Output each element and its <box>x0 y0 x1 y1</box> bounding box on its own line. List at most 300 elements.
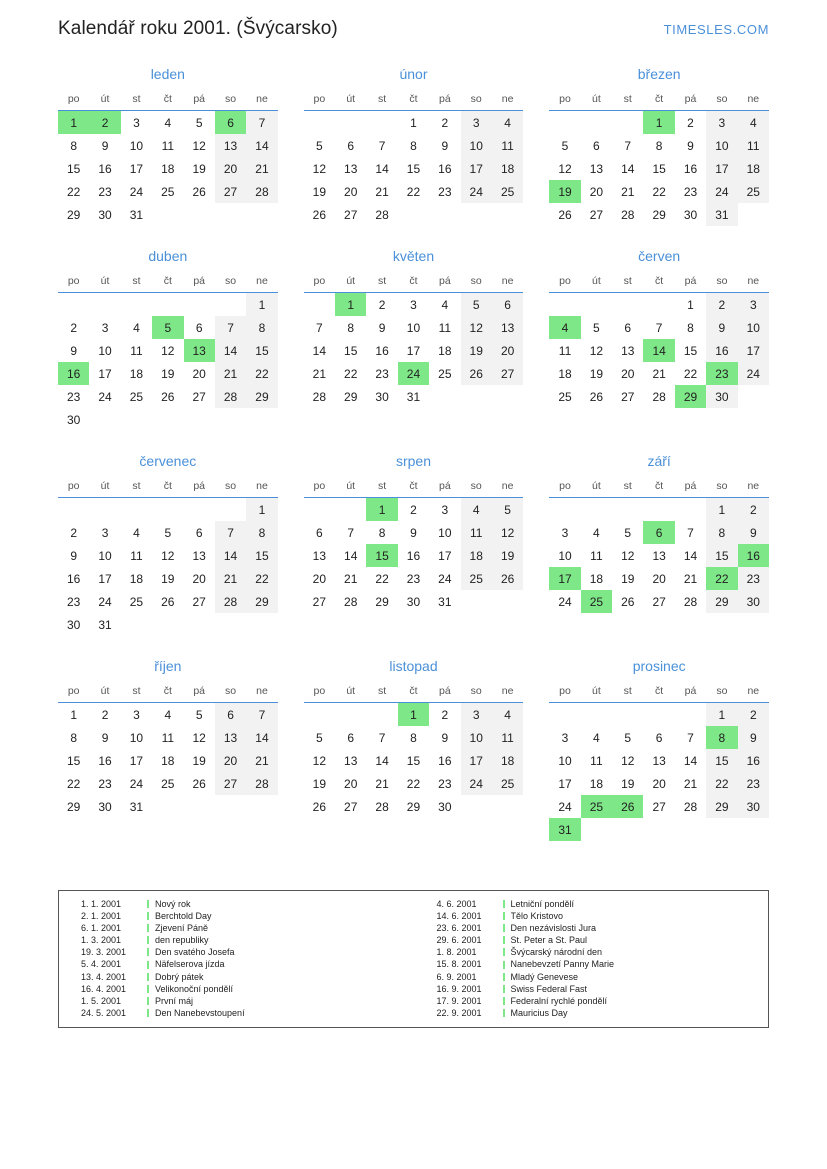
day-cell: 12 <box>621 753 635 768</box>
holiday-color-swatch <box>503 936 505 944</box>
empty-day-cell <box>612 703 643 727</box>
day-cell: 11 <box>161 730 175 745</box>
day-cell: 14 <box>375 161 389 176</box>
legend-date: 4. 6. 2001 <box>436 899 477 909</box>
week-row <box>304 567 524 590</box>
day-cell: 24 <box>98 389 112 404</box>
weekday-header: po <box>549 90 580 111</box>
empty-day-cell <box>152 203 183 226</box>
year-grid <box>58 66 769 841</box>
holiday-color-swatch <box>503 961 505 969</box>
day-cell: 12 <box>192 730 206 745</box>
day-cell: 20 <box>344 776 358 791</box>
day-cell: 22 <box>67 184 81 199</box>
legend-holiday-name: Den nezávislosti Jura <box>510 923 597 934</box>
day-cell: 11 <box>438 320 452 335</box>
legend-date: 6. 9. 2001 <box>436 971 477 982</box>
holiday-color-swatch <box>503 973 505 981</box>
day-cell: 20 <box>652 776 666 791</box>
day-cell-holiday: 5 <box>152 316 183 339</box>
holiday-color-swatch <box>147 912 149 920</box>
week-row <box>304 544 524 567</box>
day-cell: 29 <box>67 207 81 222</box>
day-cell: 1 <box>410 115 417 130</box>
day-cell: 1 <box>706 498 737 522</box>
day-cell: 1 <box>246 293 277 317</box>
legend-holiday-name: Berchtold Day <box>155 911 212 922</box>
day-cell: 10 <box>461 726 492 749</box>
week-row <box>304 362 524 385</box>
day-cell: 15 <box>67 161 81 176</box>
legend-holiday-name: Letniční pondělí <box>510 899 575 909</box>
day-cell: 15 <box>706 544 737 567</box>
day-cell: 3 <box>410 297 417 312</box>
day-cell: 14 <box>215 544 246 567</box>
month-table <box>58 90 278 226</box>
day-cell: 14 <box>215 339 246 362</box>
month-name: září <box>647 453 671 469</box>
legend-date: 5. 4. 2001 <box>81 959 122 970</box>
empty-day-cell <box>89 293 120 317</box>
month-block <box>304 248 524 431</box>
empty-day-cell <box>461 385 492 408</box>
day-cell: 22 <box>344 366 358 381</box>
day-cell: 6 <box>347 138 355 153</box>
day-cell: 1 <box>687 297 694 312</box>
day-cell: 10 <box>98 548 112 563</box>
empty-day-cell <box>246 203 277 226</box>
week-row <box>304 134 524 157</box>
day-cell: 22 <box>246 362 277 385</box>
month-block <box>58 658 278 841</box>
legend-date: 1. 8. 2001 <box>436 947 477 958</box>
week-row <box>58 316 278 339</box>
day-cell: 20 <box>344 184 358 199</box>
legend-holiday-name: Den Nanebevstoupení <box>155 1007 245 1018</box>
empty-day-cell <box>121 498 152 522</box>
day-cell: 7 <box>246 703 277 727</box>
day-cell: 9 <box>101 138 109 153</box>
legend-row <box>425 934 759 946</box>
holiday-color-swatch <box>503 900 505 908</box>
week-row <box>58 772 278 795</box>
day-cell: 13 <box>344 161 358 176</box>
legend-row <box>425 1007 759 1019</box>
legend-row <box>69 934 403 946</box>
week-row <box>549 157 769 180</box>
empty-day-cell <box>215 498 246 522</box>
day-cell: 25 <box>129 389 144 404</box>
empty-day-cell <box>366 703 397 727</box>
day-cell: 10 <box>461 134 492 157</box>
day-cell: 10 <box>129 730 144 745</box>
day-cell: 16 <box>706 339 737 362</box>
day-cell: 13 <box>192 548 206 563</box>
weekday-header: pá <box>429 682 460 703</box>
empty-day-cell <box>335 111 366 135</box>
empty-day-cell <box>121 613 152 636</box>
empty-day-cell <box>184 613 215 636</box>
empty-day-cell <box>152 498 183 522</box>
day-cell-holiday: 6 <box>215 111 246 135</box>
day-cell: 6 <box>593 138 600 153</box>
week-row <box>58 726 278 749</box>
legend-column-left <box>69 898 403 1019</box>
day-cell: 19 <box>492 544 523 567</box>
day-cell: 8 <box>70 138 78 153</box>
day-cell: 14 <box>683 753 698 768</box>
day-cell: 11 <box>492 134 523 157</box>
day-cell: 31 <box>129 799 144 814</box>
empty-day-cell <box>738 203 769 226</box>
weekday-header: čt <box>398 90 429 111</box>
day-cell: 23 <box>683 184 698 199</box>
week-row <box>58 134 278 157</box>
day-cell: 25 <box>461 567 492 590</box>
day-cell: 11 <box>492 726 523 749</box>
day-cell: 3 <box>561 525 569 540</box>
week-row <box>58 293 278 317</box>
day-cell: 7 <box>624 138 632 153</box>
empty-day-cell <box>461 590 492 613</box>
day-cell: 28 <box>246 180 277 203</box>
day-cell: 15 <box>406 753 421 768</box>
day-cell: 3 <box>561 730 569 745</box>
day-cell: 17 <box>706 157 737 180</box>
day-cell: 7 <box>246 111 277 135</box>
weekday-header: út <box>335 90 366 111</box>
empty-day-cell <box>549 498 580 522</box>
day-cell: 6 <box>195 320 203 335</box>
day-cell: 30 <box>438 799 452 814</box>
empty-day-cell <box>304 111 335 135</box>
legend-row <box>69 910 403 922</box>
weekday-header: čt <box>643 682 674 703</box>
day-cell: 18 <box>589 571 604 586</box>
day-cell: 18 <box>461 544 492 567</box>
legend-date: 29. 6. 2001 <box>436 935 482 946</box>
day-cell-holiday: 17 <box>549 567 580 590</box>
day-cell: 30 <box>67 617 81 632</box>
day-cell: 19 <box>192 161 206 176</box>
day-cell: 25 <box>492 180 523 203</box>
day-cell-holiday: 1 <box>398 703 429 727</box>
day-cell: 24 <box>461 180 492 203</box>
week-row <box>304 726 524 749</box>
day-cell: 5 <box>624 730 632 745</box>
legend-date: 6. 1. 2001 <box>81 923 122 934</box>
day-cell: 21 <box>215 567 246 590</box>
week-row <box>549 134 769 157</box>
day-cell: 20 <box>589 184 604 199</box>
day-cell-holiday: 26 <box>612 795 643 818</box>
day-cell: 2 <box>101 707 109 722</box>
day-cell-holiday: 8 <box>706 726 737 749</box>
day-cell: 1 <box>70 707 78 722</box>
day-cell: 6 <box>347 730 355 745</box>
day-cell: 8 <box>70 730 78 745</box>
day-cell: 23 <box>67 594 81 609</box>
week-row <box>549 567 769 590</box>
weekday-header: pá <box>184 682 215 703</box>
day-cell: 26 <box>312 207 327 222</box>
day-cell: 12 <box>312 753 327 768</box>
empty-day-cell <box>152 408 183 431</box>
empty-day-cell <box>492 203 523 226</box>
day-cell: 14 <box>621 161 635 176</box>
day-cell: 14 <box>246 726 277 749</box>
weekday-header: út <box>335 682 366 703</box>
legend-date: 14. 6. 2001 <box>436 911 482 922</box>
day-cell: 15 <box>246 339 277 362</box>
weekday-header: út <box>335 272 366 293</box>
day-cell: 9 <box>378 320 386 335</box>
day-cell: 21 <box>375 184 389 199</box>
day-cell: 19 <box>192 753 206 768</box>
weekday-header-row <box>304 477 524 498</box>
day-cell: 3 <box>706 111 737 135</box>
day-cell: 20 <box>652 571 666 586</box>
day-cell: 8 <box>246 316 277 339</box>
week-row <box>304 339 524 362</box>
empty-day-cell <box>549 111 580 135</box>
day-cell: 13 <box>215 134 246 157</box>
day-cell: 4 <box>164 115 172 130</box>
day-cell: 14 <box>375 753 389 768</box>
day-cell: 9 <box>738 521 769 544</box>
day-cell: 28 <box>312 389 327 404</box>
weekday-header: út <box>581 90 612 111</box>
weekday-header-row <box>304 272 524 293</box>
week-row <box>549 293 769 317</box>
week-row <box>549 180 769 203</box>
day-cell: 11 <box>738 134 769 157</box>
legend-row <box>69 922 403 934</box>
day-cell: 24 <box>738 362 769 385</box>
legend-date: 1. 3. 2001 <box>81 935 122 946</box>
holiday-color-swatch <box>147 985 149 993</box>
day-cell: 21 <box>246 749 277 772</box>
weekday-header: ne <box>492 682 523 703</box>
day-cell: 14 <box>344 548 358 563</box>
day-cell-holiday: 16 <box>58 362 89 385</box>
day-cell: 19 <box>461 339 492 362</box>
empty-day-cell <box>549 703 580 727</box>
day-cell-holiday: 19 <box>549 180 580 203</box>
legend-date: 22. 9. 2001 <box>436 1007 482 1018</box>
day-cell: 1 <box>246 498 277 522</box>
day-cell: 2 <box>378 297 386 312</box>
day-cell: 27 <box>652 594 666 609</box>
day-cell: 19 <box>589 366 604 381</box>
day-cell: 10 <box>98 343 112 358</box>
day-cell: 12 <box>312 161 327 176</box>
site-brand[interactable]: TIMESLES.COM <box>663 22 769 37</box>
week-row <box>549 521 769 544</box>
weekday-header: po <box>58 90 89 111</box>
day-cell: 19 <box>312 776 327 791</box>
month-block <box>549 453 769 636</box>
weekday-header: čt <box>643 477 674 498</box>
day-cell: 30 <box>98 207 112 222</box>
empty-day-cell <box>184 498 215 522</box>
week-row <box>58 203 278 226</box>
weekday-header: ne <box>246 477 277 498</box>
day-cell: 29 <box>246 385 277 408</box>
day-cell: 13 <box>589 161 604 176</box>
day-cell: 11 <box>461 521 492 544</box>
day-cell: 13 <box>492 316 523 339</box>
week-row <box>304 203 524 226</box>
empty-day-cell <box>549 293 580 317</box>
legend-holiday-name: Mauricius Day <box>510 1007 568 1018</box>
day-cell: 5 <box>593 320 600 335</box>
page-title: Kalendář roku 2001. (Švýcarsko) <box>58 18 338 39</box>
day-cell: 12 <box>461 316 492 339</box>
legend-column-right <box>425 898 759 1019</box>
empty-day-cell <box>643 818 674 841</box>
day-cell: 18 <box>129 366 144 381</box>
day-cell: 9 <box>706 316 737 339</box>
week-row <box>549 339 769 362</box>
day-cell: 8 <box>687 320 694 335</box>
month-name: leden <box>150 66 185 82</box>
day-cell: 27 <box>589 207 604 222</box>
week-row <box>304 521 524 544</box>
holiday-color-swatch <box>147 961 149 969</box>
day-cell: 20 <box>192 571 206 586</box>
day-cell: 3 <box>461 703 492 727</box>
legend-holiday-name: Dobrý pátek <box>155 971 204 982</box>
day-cell: 23 <box>738 567 769 590</box>
day-cell: 7 <box>215 316 246 339</box>
legend-row <box>425 922 759 934</box>
day-cell: 17 <box>738 339 769 362</box>
weekday-header: st <box>366 272 397 293</box>
day-cell: 2 <box>706 293 737 317</box>
day-cell: 22 <box>652 184 666 199</box>
day-cell: 12 <box>492 521 523 544</box>
day-cell: 7 <box>378 730 386 745</box>
day-cell: 31 <box>706 203 737 226</box>
legend-date: 13. 4. 2001 <box>81 971 127 982</box>
day-cell: 23 <box>406 571 421 586</box>
holiday-color-swatch <box>503 912 505 920</box>
week-row <box>58 362 278 385</box>
weekday-header: ne <box>492 477 523 498</box>
weekday-header-row <box>304 90 524 111</box>
day-cell: 9 <box>101 730 109 745</box>
day-cell: 9 <box>738 726 769 749</box>
empty-day-cell <box>461 203 492 226</box>
day-cell: 20 <box>312 571 327 586</box>
weekday-header: ne <box>738 682 769 703</box>
legend-holiday-name: Swiss Federal Fast <box>510 983 588 994</box>
week-row <box>549 818 769 841</box>
empty-day-cell <box>121 408 152 431</box>
day-cell: 17 <box>558 776 572 791</box>
day-cell: 13 <box>312 548 327 563</box>
empty-day-cell <box>152 293 183 317</box>
weekday-header: ne <box>246 682 277 703</box>
legend-row <box>425 983 759 995</box>
day-cell: 9 <box>410 525 417 540</box>
day-cell: 24 <box>438 571 452 586</box>
day-cell: 27 <box>621 389 635 404</box>
month-block <box>549 248 769 431</box>
day-cell: 27 <box>192 594 206 609</box>
day-cell: 22 <box>406 776 421 791</box>
day-cell: 11 <box>130 548 143 563</box>
day-cell: 10 <box>558 548 572 563</box>
day-cell: 15 <box>67 753 81 768</box>
empty-day-cell <box>215 203 246 226</box>
day-cell: 10 <box>706 134 737 157</box>
day-cell: 29 <box>706 795 737 818</box>
month-table <box>304 272 524 408</box>
day-cell: 4 <box>133 320 140 335</box>
legend-row <box>69 995 403 1007</box>
day-cell-holiday: 25 <box>581 590 612 613</box>
day-cell: 3 <box>441 502 449 517</box>
empty-day-cell <box>581 703 612 727</box>
weekday-header: čt <box>398 477 429 498</box>
day-cell-holiday: 4 <box>549 316 580 339</box>
day-cell: 2 <box>738 703 769 727</box>
day-cell: 29 <box>67 799 81 814</box>
day-cell: 6 <box>655 730 663 745</box>
empty-day-cell <box>675 498 706 522</box>
week-row <box>58 385 278 408</box>
week-row <box>58 749 278 772</box>
weekday-header: út <box>335 477 366 498</box>
empty-day-cell <box>612 293 643 317</box>
day-cell: 6 <box>195 525 203 540</box>
week-row <box>549 111 769 135</box>
weekday-header-row <box>304 682 524 703</box>
day-cell: 27 <box>215 180 246 203</box>
week-row <box>58 795 278 818</box>
day-cell: 18 <box>161 753 175 768</box>
day-cell: 15 <box>683 343 698 358</box>
day-cell: 17 <box>406 343 421 358</box>
empty-day-cell <box>304 293 335 317</box>
day-cell: 17 <box>129 753 144 768</box>
empty-day-cell <box>643 703 674 727</box>
day-cell: 22 <box>706 772 737 795</box>
day-cell: 24 <box>706 180 737 203</box>
day-cell: 18 <box>129 571 144 586</box>
day-cell: 10 <box>406 320 421 335</box>
day-cell: 16 <box>67 571 81 586</box>
weekday-header: čt <box>152 682 183 703</box>
legend-date: 19. 3. 2001 <box>81 947 127 958</box>
day-cell: 21 <box>344 571 358 586</box>
day-cell: 7 <box>347 525 355 540</box>
month-table <box>549 477 769 613</box>
weekday-header: út <box>89 682 120 703</box>
day-cell: 21 <box>312 366 327 381</box>
day-cell: 27 <box>344 799 358 814</box>
legend-row <box>69 958 403 970</box>
day-cell: 23 <box>738 772 769 795</box>
day-cell: 21 <box>215 362 246 385</box>
day-cell: 9 <box>441 138 449 153</box>
day-cell: 5 <box>195 115 203 130</box>
day-cell: 4 <box>492 703 523 727</box>
week-row <box>58 408 278 431</box>
day-cell: 4 <box>593 730 600 745</box>
